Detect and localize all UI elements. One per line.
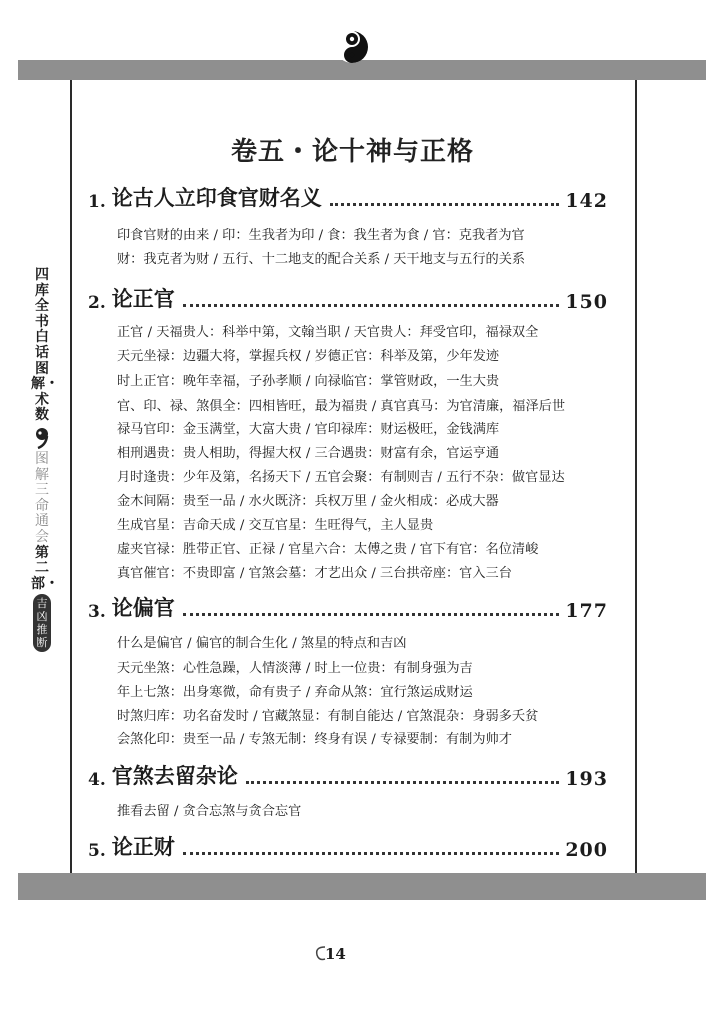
dot-leader (183, 852, 560, 855)
toc-entry-title: 论正官 (111, 286, 175, 311)
toc-subentry-line: 印食官财的由来 / 印：生我者为印 / 食：我生者为食 / 官：克我者为官 (117, 228, 525, 243)
toc-subentry-line: 年上七煞：出身寒微，命有贵子 / 弃命从煞：宜行煞运成财运 (117, 685, 473, 700)
dot-leader (330, 203, 560, 206)
swirl-icon (34, 427, 50, 449)
toc-entry-title: 官煞去留杂论 (111, 763, 238, 788)
dot-leader (246, 781, 560, 784)
toc-entry-4 (88, 760, 608, 790)
toc-entry-5 (88, 831, 608, 861)
toc-entry-title: 论古人立印食官财名义 (111, 185, 322, 210)
toc-subentry-line: 什么是偏官 / 偏官的制合生化 / 煞星的特点和吉凶 (117, 636, 407, 651)
page-number: 14 (325, 945, 346, 963)
toc-entry-2 (88, 283, 608, 313)
toc-entry-number: 4. (88, 770, 106, 790)
toc-entry-number: 5. (88, 841, 106, 861)
sidebar-part: 第二部・ (31, 544, 59, 592)
sidebar-book-title: 四库全书白话图解・术数 (31, 267, 59, 424)
toc-entry-page: 200 (565, 839, 608, 861)
toc-entry-page: 150 (565, 291, 608, 313)
sidebar-volume-title: 图解三命通会 (35, 450, 49, 545)
taiji-icon (335, 30, 369, 64)
toc-subentry-line: 天元坐禄：边疆大将，掌握兵权 / 岁德正官：科举及第，少年发迹 (117, 349, 500, 364)
toc-subentry-line: 相刑遇贵：贵人相助，得握大权 / 三合遇贵：财富有余，官运亨通 (117, 446, 500, 461)
sidebar-subtitle-badge: 吉凶推断 (33, 594, 51, 652)
toc-subentry-line: 禄马官印：金玉满堂，大富大贵 / 官印禄库：财运极旺，金钱满库 (117, 422, 500, 437)
toc-subentry-line: 虚夹官禄：胜带正官、正禄 / 官星六合：太傅之贵 / 官下有官：名位清峻 (117, 542, 539, 557)
toc-entry-title: 论正财 (111, 834, 175, 859)
chapter-title: 卷五・论十神与正格 (230, 137, 474, 167)
toc-entry-1 (88, 182, 608, 212)
toc-subentry-line: 金木间隔：贵至一品 / 水火既济：兵权万里 / 金火相成：必成大器 (117, 494, 499, 509)
toc-entry-3 (88, 592, 608, 622)
toc-subentry-line: 生成官星：吉命天成 / 交互官星：生旺得气，主人显贵 (117, 518, 434, 533)
toc-entry-number: 2. (88, 293, 106, 313)
toc-subentry-line: 正官 / 天福贵人：科举中第，文翰当职 / 天官贵人：拜受官印，福禄双全 (117, 325, 539, 340)
right-margin-rule (635, 80, 637, 873)
toc-subentry-line: 时煞归库：功名奋发时 / 官藏煞显：有制自能达 / 官煞混杂：身弱多夭贫 (117, 709, 539, 724)
toc-entry-page: 177 (565, 600, 608, 622)
dot-leader (183, 613, 560, 616)
toc-subentry-line: 官、印、禄、煞俱全：四相皆旺，最为福贵 / 真官真马：为官清廉，福泽后世 (117, 399, 566, 414)
sidebar-book-info (31, 267, 59, 652)
toc-entry-number: 1. (88, 192, 106, 212)
toc-entry-page: 142 (565, 190, 608, 212)
toc-subentry-line: 时上正官：晚年幸福，子孙孝顺 / 向禄临官：掌管财政，一生大贵 (117, 374, 500, 389)
toc-subentry-line: 财：我克者为财 / 五行、十二地支的配合关系 / 天干地支与五行的关系 (117, 252, 526, 267)
toc-entry-page: 193 (565, 768, 608, 790)
toc-subentry-line: 会煞化印：贵至一品 / 专煞无制：终身有误 / 专禄要制：有制为帅才 (117, 732, 512, 747)
dot-leader (183, 304, 560, 307)
toc-subentry-line: 推看去留 / 贪合忘煞与贪合忘官 (117, 804, 302, 819)
toc-entry-number: 3. (88, 602, 106, 622)
toc-subentry-line: 月时逢贵：少年及第，名扬天下 / 五官会聚：有制则吉 / 五行不杂：做官显达 (117, 470, 565, 485)
left-margin-rule (70, 80, 72, 873)
toc-subentry-line: 天元坐煞：心性急躁，人情淡薄 / 时上一位贵：有制身强为吉 (117, 661, 473, 676)
bottom-footer-bar (18, 873, 706, 900)
toc-subentry-line: 真官催官：不贵即富 / 官煞会墓：才艺出众 / 三台拱帝座：官入三台 (117, 566, 512, 581)
toc-entry-title: 论偏官 (111, 595, 175, 620)
